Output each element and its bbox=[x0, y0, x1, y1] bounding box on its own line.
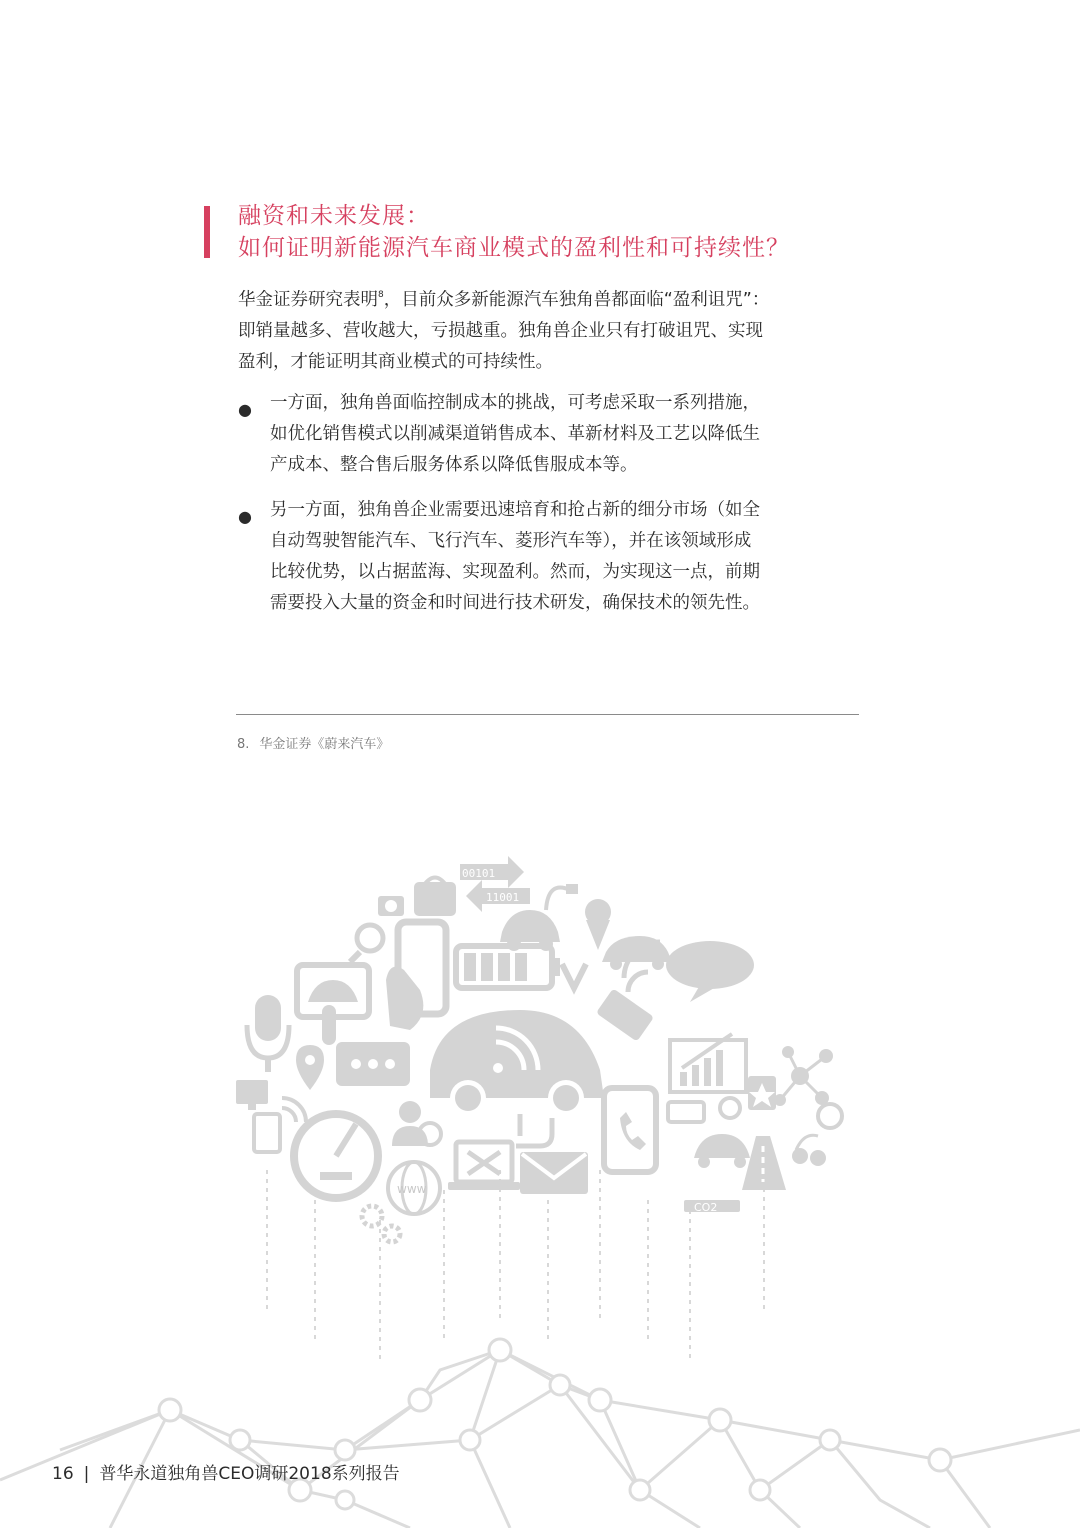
camera-icon bbox=[378, 896, 404, 916]
bullet-line: 另一方面，独角兽企业需要迅速培育和抢占新的细分市场（如全 bbox=[270, 500, 760, 520]
road-icon bbox=[742, 1136, 786, 1190]
network-mesh bbox=[0, 1350, 1080, 1528]
microphone-icon bbox=[247, 995, 289, 1072]
bullet-line: 需要投入大量的资金和时间进行技术研发，确保技术的领先性。 bbox=[270, 593, 760, 613]
footnote-text: 华金证券《蔚来汽车》 bbox=[259, 737, 390, 752]
bullet-line: 比较优势，以占据蓝海、实现盈利。然而，为实现这一点，前期 bbox=[270, 562, 760, 582]
page-footer bbox=[52, 1459, 400, 1484]
network-icon bbox=[774, 1046, 833, 1106]
arrow-icon bbox=[516, 1114, 552, 1146]
intro-line-1a: 华金证券研究表明 bbox=[238, 290, 378, 310]
page-number: 16 bbox=[52, 1464, 74, 1484]
co2-label: CO2 bbox=[694, 1201, 718, 1214]
footnote-number: 8. bbox=[237, 737, 250, 752]
monitor-icon bbox=[236, 1080, 268, 1110]
footnote-divider bbox=[236, 714, 859, 715]
bullet-text bbox=[270, 388, 760, 481]
binary-top-label: 00101 bbox=[462, 867, 496, 880]
bullet-dot: ● bbox=[238, 400, 252, 419]
ice-cream-icon bbox=[585, 899, 611, 950]
footnote bbox=[237, 733, 389, 752]
speedometer-icon bbox=[294, 1114, 378, 1198]
heading-line-1: 融资和未来发展： bbox=[238, 203, 430, 229]
binary-bottom-label: 11001 bbox=[486, 891, 520, 904]
smartphone-icon bbox=[386, 922, 446, 1030]
bullet-text bbox=[270, 495, 760, 619]
gears-icon bbox=[362, 1206, 400, 1242]
bullet-line: 如优化销售模式以削减渠道销售成本、革新材料及工艺以降低生 bbox=[270, 424, 760, 444]
add-person-icon bbox=[392, 1101, 441, 1146]
intro-line-3: 盈利，才能证明其商业模式的可持续性。 bbox=[238, 352, 553, 372]
footer-separator: | bbox=[83, 1464, 90, 1484]
wireless-bag-icon bbox=[414, 878, 456, 917]
phone-icon bbox=[604, 1088, 656, 1172]
co2-icon bbox=[684, 1200, 740, 1214]
binary-arrows-icon bbox=[460, 856, 530, 912]
car-touch-icon bbox=[297, 965, 369, 1045]
intro-line-2: 即销量越多、营收越大，亏损越重。独角兽企业只有打破诅咒、实现 bbox=[238, 321, 763, 341]
star-card-icon bbox=[748, 1076, 776, 1110]
heading-line-2: 如何证明新能源汽车商业模式的盈利性和可持续性？ bbox=[238, 235, 790, 261]
globe-www-icon bbox=[388, 1162, 440, 1214]
v-check-icon bbox=[562, 964, 586, 988]
wifi-icon bbox=[282, 1098, 306, 1122]
bullet-line: 自动驾驶智能汽车、飞行汽车、菱形汽车等），并在该领域形成 bbox=[270, 531, 752, 551]
bullet-line: 一方面，独角兽面临控制成本的挑战，可考虑采取一系列措施， bbox=[270, 393, 760, 413]
zoom-in-icon bbox=[348, 925, 383, 964]
heading-title bbox=[238, 200, 790, 264]
mail-icon bbox=[520, 1152, 588, 1194]
wifi-car-icon bbox=[430, 1010, 604, 1116]
calculator-icon bbox=[254, 1114, 280, 1152]
intro-paragraph bbox=[238, 280, 858, 378]
touch-icon bbox=[792, 1104, 842, 1166]
report-title: 普华永道独角兽CEO调研2018系列报告 bbox=[99, 1464, 400, 1484]
tech-icons bbox=[236, 856, 842, 1242]
mobile-icon bbox=[668, 1102, 704, 1122]
tools-icon bbox=[448, 1142, 520, 1190]
growth-chart-icon bbox=[670, 1034, 746, 1092]
location-pin-icon bbox=[296, 1045, 324, 1090]
intro-line-1b: ，目前众多新能源汽车独角兽都面临“盈利诅咒”： bbox=[383, 290, 770, 310]
heading-accent-bar bbox=[204, 206, 210, 258]
bullet-dot: ● bbox=[238, 507, 252, 526]
footnote-reference: 8 bbox=[378, 290, 384, 300]
battery-icon bbox=[456, 946, 560, 988]
www-label: www bbox=[397, 1182, 427, 1196]
bullet-line: 产成本、整合售后服务体系以降低售服成本等。 bbox=[270, 455, 638, 475]
technology-cloud-illustration bbox=[0, 840, 1080, 1528]
